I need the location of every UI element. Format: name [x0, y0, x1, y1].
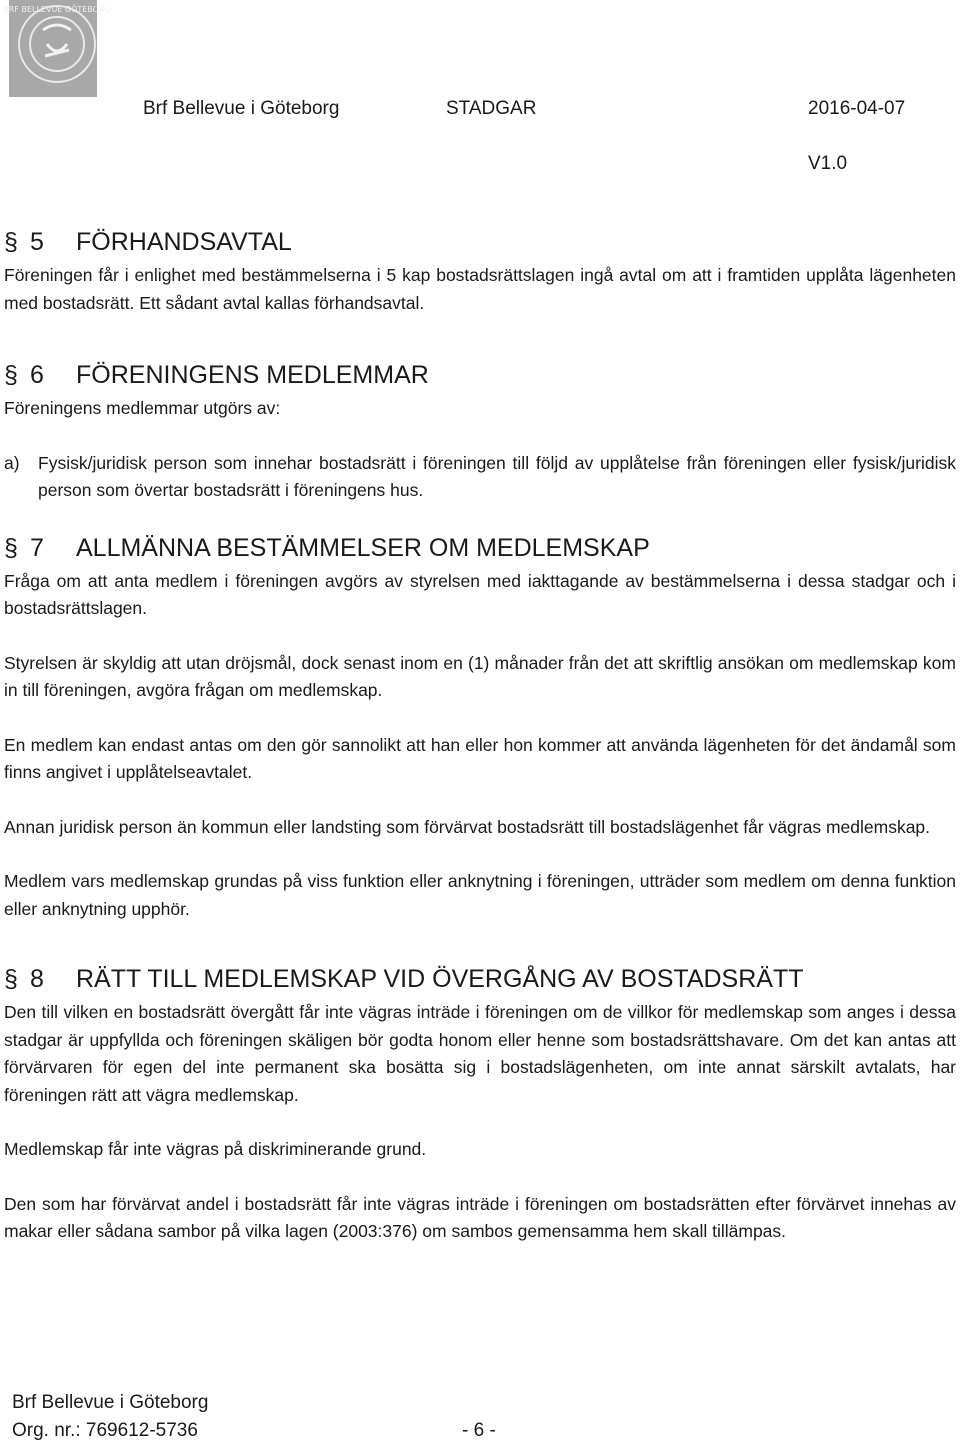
list-marker: a) — [4, 452, 20, 473]
section-title: RÄTT TILL MEDLEMSKAP VID ÖVERGÅNG AV BOSTADSRÄTT — [76, 965, 804, 993]
footer-org-number: Org. nr.: 769612-5736 — [12, 1420, 198, 1441]
section-6 — [4, 357, 956, 505]
logo-text: BRF BELLEVUE GÖTEBORG — [3, 5, 111, 14]
section-7 — [4, 530, 956, 924]
section-paragraph: Den till vilken en bostadsrätt övergått får inte vägras inträde i föreningen om de villkor för medlemskap som anges i dessa stadgar är uppfyllda och föreningen skäligen bör godta honom eller henne som bostadsrättshavare. Om det kan antas att förvärvaren för egen del inte permanent ska bosätta sig i bostadslägenheten, om inte annat särskilt avtalats, har föreningen rätt att vägra medlemskap. — [4, 1002, 956, 1105]
section-heading — [4, 530, 956, 566]
page-number: - 6 - — [462, 1420, 496, 1441]
section-paragraph: Föreningen får i enlighet med bestämmelserna i 5 kap bostadsrättslagen ingå avtal om att i framtiden upplåta lägenheten med bostadsrätt. Ett sådant avtal kallas förhandsavtal. — [4, 265, 956, 313]
section-number: 8 — [30, 965, 44, 993]
section-paragraph: Medlemskap får inte vägras på diskriminerande grund. — [4, 1139, 427, 1159]
section-title: FÖRHANDSAVTAL — [76, 228, 292, 256]
section-paragraph: Den som har förvärvat andel i bostadsrätt får inte vägras inträde i föreningen om bostadsrätten efter förvärvet innehas av makar eller sådana sambor på vilka lagen (2003:376) om sambos gemensamma hem skall tillämpas. — [4, 1193, 956, 1241]
section-paragraph: Styrelsen är skyldig att utan dröjsmål, dock senast inom en (1) månader från det att skriftlig ansökan om medlemskap kom in till föreningen, avgöra frågan om medlemskap. — [4, 652, 956, 700]
section-paragraph: En medlem kan endast antas om den gör sannolikt att han eller hon kommer att använda lägenheten för det ändamål som finns angivet i upplåtelseavtalet. — [4, 734, 956, 782]
section-number: 5 — [30, 228, 44, 256]
section-title: ALLMÄNNA BESTÄMMELSER OM MEDLEMSKAP — [76, 533, 650, 562]
section-heading — [4, 357, 956, 393]
paragraph-symbol: § — [4, 361, 18, 389]
section-title: FÖRENINGENS MEDLEMMAR — [76, 361, 429, 389]
section-5 — [4, 224, 956, 317]
header-version: V1.0 — [808, 153, 848, 174]
paragraph-symbol: § — [4, 533, 18, 562]
section-paragraph: Föreningens medlemmar utgörs av: — [4, 398, 281, 418]
section-paragraph: Annan juridisk person än kommun eller landsting som förvärvat bostadsrätt till bostadslägenhet får vägras medlemskap. — [4, 816, 931, 837]
section-number: 7 — [30, 533, 44, 562]
section-heading — [4, 224, 956, 260]
list-item-text: Fysisk/juridisk person som innehar bostadsrätt i föreningen till följd av upplåtelse från föreningen eller fysisk/juridisk person som övertar bostadsrätt i föreningens hus. — [38, 452, 956, 500]
document-body — [4, 224, 956, 1246]
footer-organization: Brf Bellevue i Göteborg — [12, 1392, 209, 1413]
list-item — [4, 450, 956, 505]
header-document-title: STADGAR — [446, 98, 537, 119]
section-paragraph: Medlem vars medlemskap grundas på viss funktion eller anknytning i föreningen, utträder som medlem om denna funktion eller anknytning upphör. — [4, 871, 956, 919]
paragraph-symbol: § — [4, 965, 18, 993]
association-seal-icon — [3, 0, 111, 97]
section-heading — [4, 961, 956, 997]
section-8 — [4, 961, 956, 1246]
header-date: 2016-04-07 — [808, 98, 906, 119]
section-number: 6 — [30, 361, 44, 389]
header-organization: Brf Bellevue i Göteborg — [143, 98, 340, 119]
section-paragraph: Fråga om att anta medlem i föreningen avgörs av styrelsen med iakttagande av bestämmelserna i dessa stadgar och i bostadsrättslagen. — [4, 570, 956, 618]
paragraph-symbol: § — [4, 228, 18, 256]
